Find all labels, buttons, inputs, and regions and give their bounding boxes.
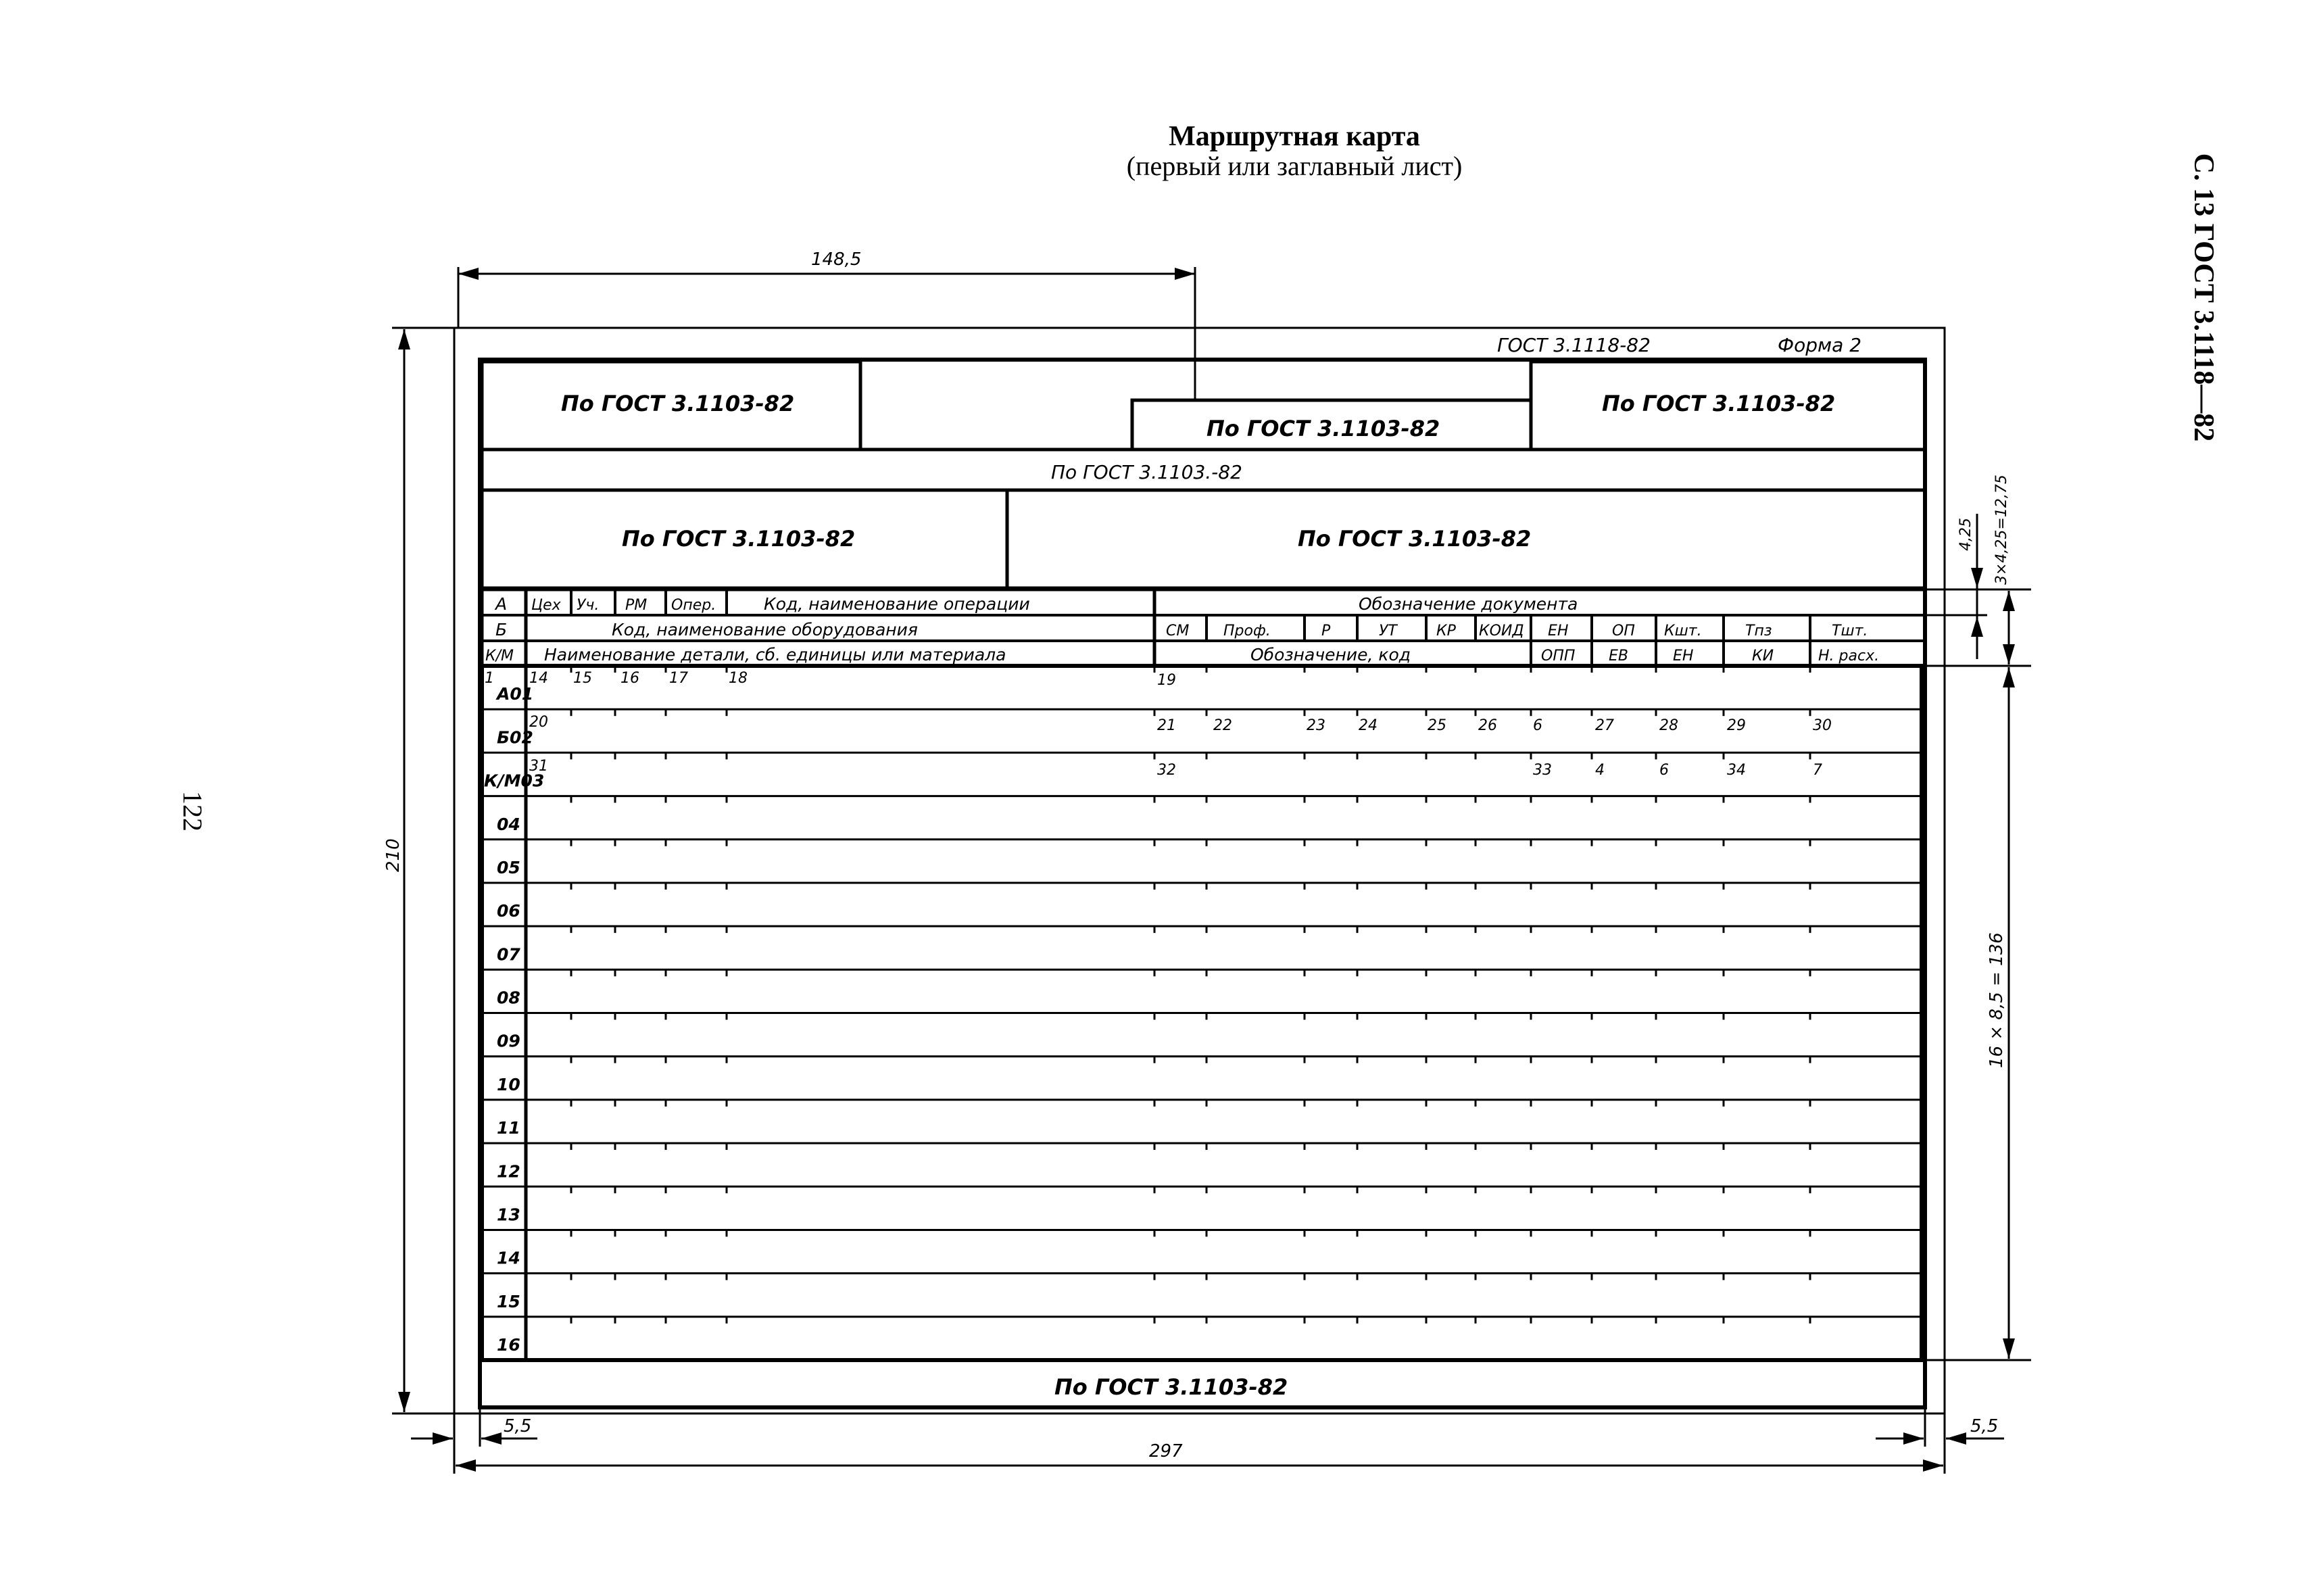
row-label: 05	[497, 857, 520, 877]
a-cell-rm: РМ	[625, 597, 648, 614]
page-number: 122	[177, 791, 208, 831]
km-cell-ki: КИ	[1752, 648, 1774, 664]
field-32: 32	[1157, 762, 1176, 779]
field-26: 26	[1478, 717, 1497, 734]
row-label: 06	[497, 901, 520, 921]
row-label: 16	[497, 1335, 520, 1355]
dim-right-header: 3×4,25=12,75	[1993, 475, 2010, 585]
top-block-mid-text: По ГОСТ 3.1103-82	[1207, 416, 1440, 441]
page-title: Маршрутная карта	[1169, 121, 1420, 152]
field-30: 30	[1813, 717, 1832, 734]
field-14: 14	[529, 670, 548, 687]
km-cell-detail: Наименование детали, сб. единицы или материала	[544, 645, 1006, 664]
top-block-right-text: По ГОСТ 3.1103-82	[1602, 391, 1836, 416]
field-28: 28	[1659, 717, 1678, 734]
page-subtitle: (первый или заглавный лист)	[1126, 151, 1463, 181]
a-cell-uch: Уч.	[577, 597, 600, 614]
km-cell-ev: ЕВ	[1609, 648, 1628, 664]
dim-top: 148,5	[811, 249, 862, 270]
row1-prefix: 1	[485, 670, 494, 687]
km-cell-nrash: Н. расх.	[1818, 648, 1880, 664]
row-label: 12	[497, 1161, 520, 1182]
b-cell-tsht: Тшт.	[1832, 623, 1868, 639]
standard-label: ГОСТ 3.1118-82	[1497, 334, 1651, 356]
dim-right-rows: 16 × 8,5 = 136	[1987, 932, 2007, 1068]
field-23: 23	[1307, 717, 1325, 734]
field-17: 17	[669, 670, 688, 687]
field-6b: 6	[1659, 762, 1669, 779]
a-cell-operation: Код, наименование операции	[764, 594, 1030, 614]
dim-bottom: 297	[1149, 1441, 1183, 1461]
row-label: Б02	[497, 727, 533, 748]
b-cell-prof: Проф.	[1223, 623, 1271, 639]
field-31: 31	[529, 758, 548, 775]
body-rows	[482, 666, 1922, 1355]
row-label: 10	[497, 1074, 520, 1094]
top-block-left-text: По ГОСТ 3.1103-82	[561, 391, 795, 416]
b-cell-tpz: Тпз	[1745, 623, 1772, 639]
row-a-marker: А	[495, 594, 508, 614]
dim-left: 210	[383, 838, 404, 872]
a-cell-document: Обозначение документа	[1359, 594, 1578, 614]
field-15: 15	[573, 670, 592, 687]
field-19: 19	[1157, 672, 1176, 689]
field-29: 29	[1727, 717, 1746, 734]
row-label: 07	[497, 944, 520, 965]
dim-right-margin: 5,5	[1970, 1416, 1999, 1436]
b-cell-ut: УТ	[1379, 623, 1397, 639]
b-cell-r: Р	[1321, 623, 1331, 639]
mid-block-left-text: По ГОСТ 3.1103-82	[622, 526, 856, 552]
row-label: 08	[497, 988, 520, 1008]
field-25: 25	[1428, 717, 1446, 734]
row-label: К/М03	[484, 771, 545, 791]
km-cell-en: ЕН	[1673, 648, 1694, 664]
b-cell-kr: КР	[1436, 623, 1456, 639]
b-cell-koid: КОИД	[1479, 623, 1524, 639]
row-km-marker: К/М	[485, 648, 514, 664]
form-label: Форма 2	[1778, 334, 1862, 356]
field-24: 24	[1359, 717, 1378, 734]
b-cell-equipment: Код, наименование оборудования	[612, 620, 918, 639]
row-label: 14	[497, 1248, 520, 1268]
b-cell-op: ОП	[1612, 623, 1635, 639]
field-4: 4	[1595, 762, 1605, 779]
field-22: 22	[1213, 717, 1232, 734]
field-18: 18	[729, 670, 748, 687]
mid-block-right-text: По ГОСТ 3.1103-82	[1298, 526, 1532, 552]
field-16: 16	[620, 670, 639, 687]
field-21: 21	[1157, 717, 1176, 734]
side-header: С. 13 ГОСТ 3.1118—82	[2188, 153, 2219, 442]
field-34: 34	[1727, 762, 1746, 779]
row-label: 13	[497, 1205, 520, 1225]
dim-left-margin: 5,5	[504, 1416, 532, 1436]
field-6a: 6	[1533, 717, 1542, 734]
row-label: 04	[497, 814, 520, 834]
row-label: 11	[497, 1118, 520, 1138]
row-b-marker: Б	[495, 620, 508, 639]
b-cell-sm: СМ	[1166, 623, 1190, 639]
row-label: 15	[497, 1291, 520, 1311]
field-7: 7	[1813, 762, 1822, 779]
km-cell-code: Обозначение, код	[1250, 645, 1411, 664]
b-cell-ksht: Кшт.	[1664, 623, 1702, 639]
field-20: 20	[529, 714, 548, 731]
b-cell-en: ЕН	[1548, 623, 1569, 639]
a-cell-oper: Опер.	[671, 597, 716, 614]
field-33: 33	[1533, 762, 1552, 779]
bottom-block-text: По ГОСТ 3.1103-82	[1054, 1374, 1288, 1400]
km-cell-opp: ОПП	[1541, 648, 1576, 664]
a-cell-ceh: Цех	[531, 597, 561, 614]
row-label: А01	[497, 684, 534, 704]
field-27: 27	[1595, 717, 1614, 734]
row-label: 09	[497, 1031, 520, 1051]
strip-block-text: По ГОСТ 3.1103.-82	[1051, 461, 1242, 483]
dim-right-small: 4,25	[1957, 518, 1974, 551]
